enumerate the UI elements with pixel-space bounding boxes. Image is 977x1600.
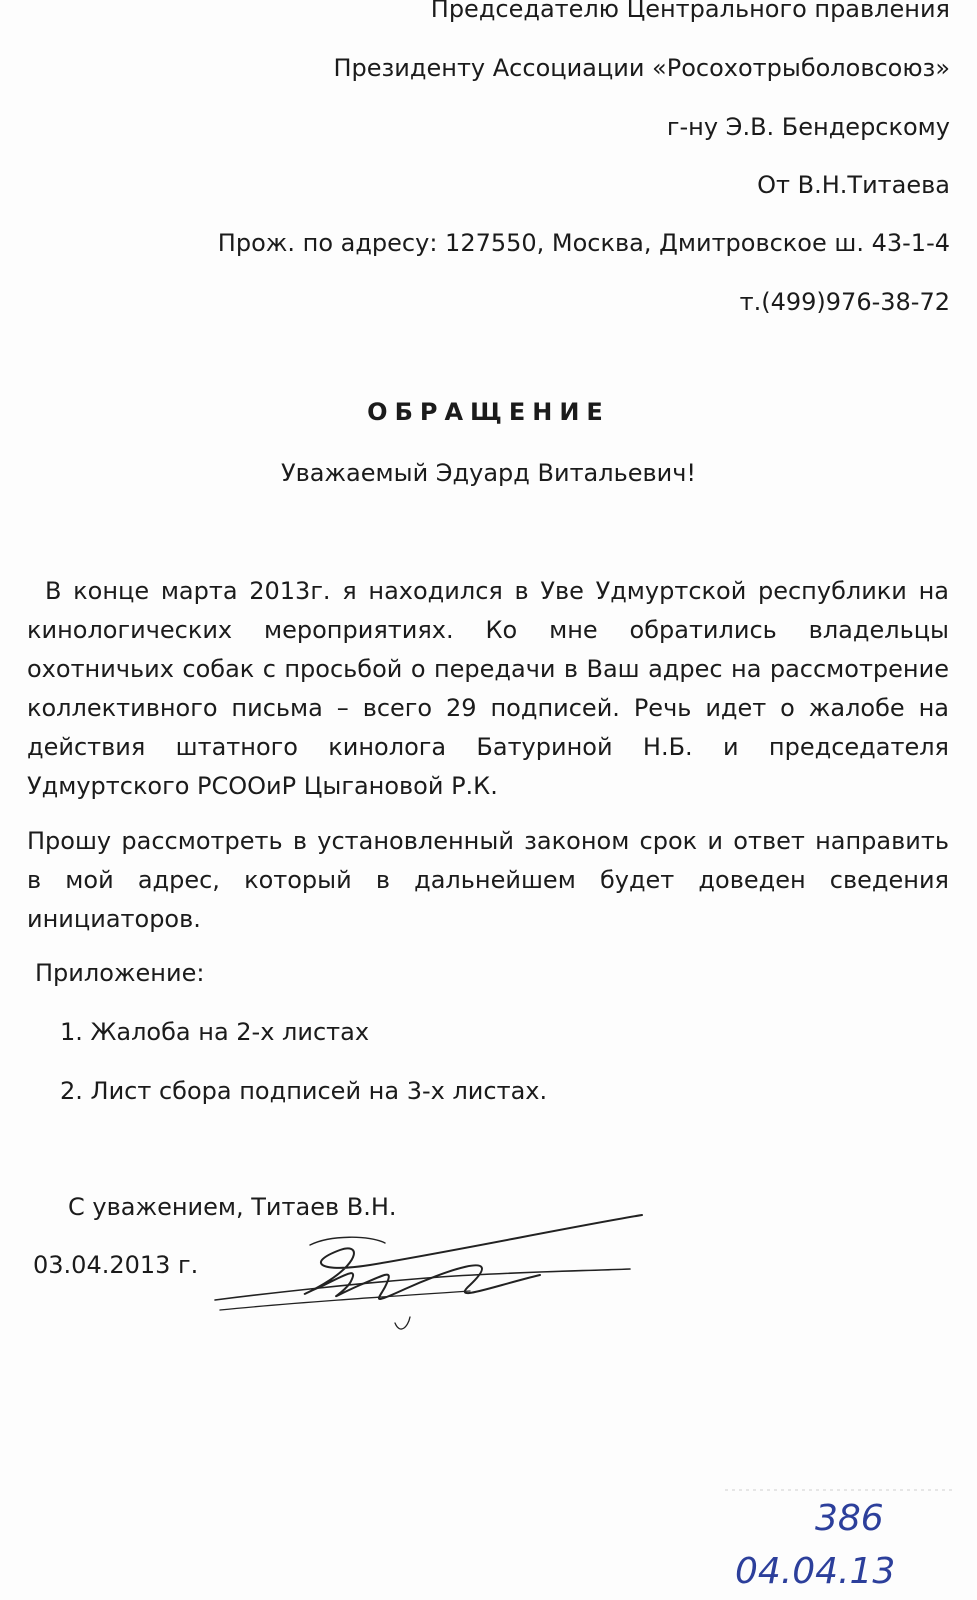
salutation: Уважаемый Эдуард Витальевич! [280,459,697,487]
header-sender-address: Прож. по адресу: 127550, Москва, Дмитровское ш. 43-1-4 [217,229,950,257]
registration-number: 386 [815,1498,884,1539]
document-title: ОБРАЩЕНИЕ [367,398,610,426]
header-recipient-title: Председателю Центрального правления [430,0,950,23]
closing-date: 03.04.2013 г. [33,1251,199,1279]
header-recipient-name: г-ну Э.В. Бендерскому [666,113,950,141]
body-paragraph-1: В конце марта 2013г. я находился в Уве Удмуртской республики на кинологических мероприятиях. Ко мне обратились владельцы охотничьих собак с просьбой о передачи в Ваш адрес на рассмотрение коллективного письма – всего 29 подписей. Речь идет о жалобе на действия штатного кинолога Батуриной Н.Б. и председателя Удмуртского РСООиР Цыгановой Р.К. [27,577,949,800]
handwritten-signature [210,1205,660,1345]
header-sender-name: От В.Н.Титаева [757,171,950,199]
header-sender-phone: т.(499)976-38-72 [739,288,950,316]
attachment-item-1: 1. Жалоба на 2-х листах [60,1018,370,1046]
attachment-item-2: 2. Лист сбора подписей на 3-х листах. [60,1077,548,1105]
registration-stamp [720,1485,960,1595]
registration-date: 04.04.13 [735,1551,896,1592]
header-recipient-position: Президенту Ассоциации «Росохотрыболовсоюз» [333,54,950,82]
closing-regards: С уважением, Титаев В.Н. [68,1193,397,1221]
body-paragraph-2: Прошу рассмотреть в установленный законом срок и ответ направить в мой адрес, который в дальнейшем будет доведен сведения инициаторов. [27,827,949,933]
attachments-heading: Приложение: [35,959,205,987]
